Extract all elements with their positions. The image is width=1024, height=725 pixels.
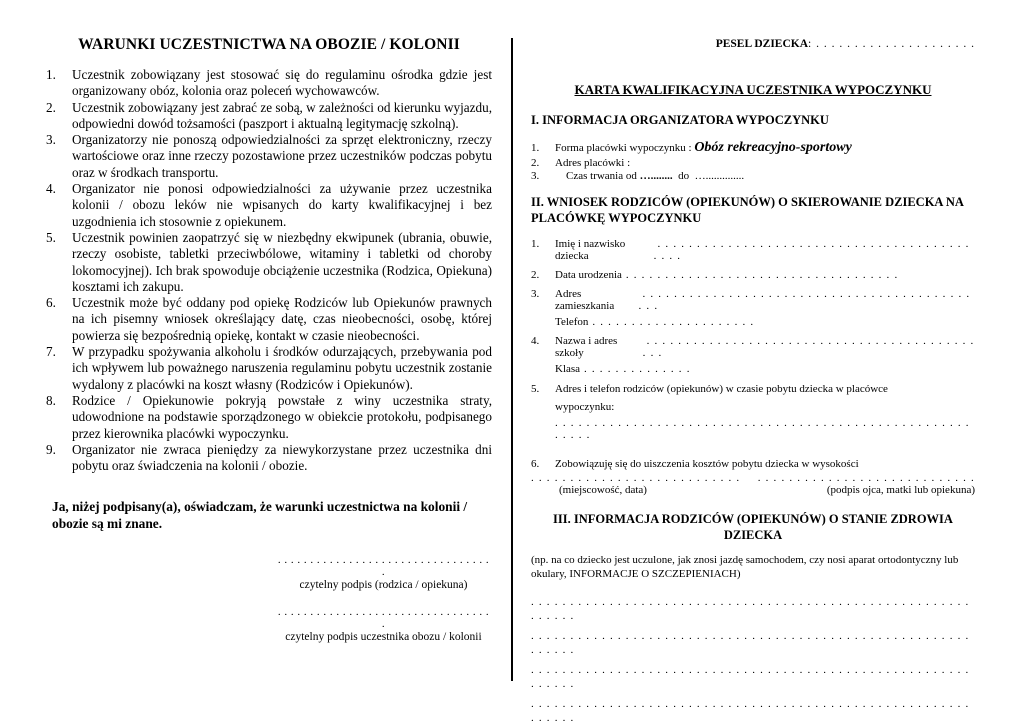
form-label: Forma placówki wypoczynku :: [555, 142, 692, 154]
class-field[interactable]: . . . . . . . . . . . . . .: [580, 363, 691, 375]
home-address-label: Adres zamieszkania: [555, 288, 615, 312]
birth-row: 2. Data urodzenia . . . . . . . . . . . . . . . . . . . . . . . . . . . . . . . . . . .: [531, 269, 899, 281]
name-row: 1. Imię i nazwisko dziecka . . . . . . . . . . . . . . . . . . . . . . . . . . . . . . . . . . . . . . . . . . . .: [531, 238, 975, 262]
parents-row: 5. Adres i telefon rodziców (opiekunów) w czasie pobytu dziecka w placówce: [531, 383, 888, 395]
rule-number: 9.: [46, 441, 56, 457]
health-note: (np. na co dziecko jest uczulone, jak znosi jazdę samochodem, czy nosi aparat ortodontyczny lub okulary, INFORMACJE O SZCZEPIENIACH): [531, 554, 959, 580]
rule-number: 8.: [46, 392, 56, 408]
signature-label: czytelny podpis (rodzica / opiekuna): [299, 579, 468, 592]
home-address-field[interactable]: . . . . . . . . . . . . . . . . . . . . . . . . . . . . . . . . . . . . . . . . . . . . .: [638, 288, 971, 312]
rule-number: 1.: [46, 67, 56, 82]
rule-text: W przypadku spożywania alkoholu i środków odurzających, przebywania pod ich wpływem lub poważnego naruszenia regulaminu pobytu uczestnik zostanie wydalony z placówki na koszt własny (Rodziców i Opiekunów).: [72, 344, 492, 392]
duration-from[interactable]: …........: [639, 170, 673, 182]
rule-number: 6.: [46, 295, 56, 311]
commitment-labels: [531, 484, 975, 496]
rule-number: 3.: [46, 132, 56, 148]
phone-label: Telefon: [555, 316, 589, 328]
conditions-column: [46, 28, 492, 644]
parents-label: Adres i telefon rodziców (opiekunów) w czasie pobytu dziecka w placówce: [555, 383, 888, 395]
address-label: Adres placówki :: [555, 157, 631, 169]
list-item: [46, 442, 492, 475]
rule-number: 5.: [46, 229, 56, 245]
parents-field[interactable]: . . . . . . . . . . . . . . . . . . . . . . . . . . . . . . . . . . . . . . . . . . . . . . . . . . . . . . . . . .: [555, 417, 970, 441]
parents-row-2: [531, 401, 975, 413]
form-row: 1. Forma placówki wypoczynku : Obóz rekreacyjno-sportowy: [531, 140, 852, 155]
name-field[interactable]: . . . . . . . . . . . . . . . . . . . . . . . . . . . . . . . . . . . . . . . . . . . .: [653, 238, 970, 262]
conditions-title: WARUNKI UCZESTNICTWA NA OBOZIE / KOLONII: [78, 36, 460, 53]
commitment-row: 6. Zobowiązuję się do uiszczenia kosztów pobytu dziecka w wysokości: [531, 458, 859, 470]
duration-row: 3. Czas trwania od …........ do …..............: [531, 170, 745, 182]
commitment-sign-row: [531, 472, 975, 484]
commitment-label: Zobowiązuję się do uiszczenia kosztów pobytu dziecka w wysokości: [555, 458, 859, 470]
class-label: Klasa: [555, 363, 581, 375]
rule-text: Uczestnik może być oddany pod opiekę Rodziców lub Opiekunów prawnych na ich pisemny wniosek określający datę, czas nieobecności, osobę, której powierza się bezpośrednią opiekę, kontakt w czasie nieobecności.: [72, 295, 492, 343]
qualification-card-column: [531, 28, 975, 725]
rule-text: Organizator nie ponosi odpowiedzialności za używanie przez uczestnika kolonii / obozu leków nie wpisanych do karty kwalifikacyjnej i bez uzgodnienia ich stosownie z opiekunem.: [72, 181, 492, 229]
section1-heading: I. INFORMACJA ORGANIZATORA WYPOCZYNKU: [531, 113, 829, 127]
name-label: Imię i nazwisko dziecka: [555, 238, 626, 262]
birth-field[interactable]: . . . . . . . . . . . . . . . . . . . . . . . . . . . . . . . . . . .: [621, 269, 899, 281]
card-title: KARTA KWALIFIKACYJNA UCZESTNIKA WYPOCZYNKU: [574, 82, 932, 97]
school-field[interactable]: . . . . . . . . . . . . . . . . . . . . . . . . . . . . . . . . . . . . . . . . . . . . .: [642, 335, 975, 359]
parents-label-2: wypoczynku:: [555, 401, 615, 413]
duration-to[interactable]: …..............: [694, 170, 745, 182]
rule-text: Organizator nie zwraca pieniędzy za niewykorzystane przez uczestnika dni pobytu oraz świadczenia na kolonii / obozie.: [72, 441, 492, 474]
form-value[interactable]: Obóz rekreacyjno-sportowy: [694, 140, 852, 155]
rule-text: Uczestnik zobowiązany jest zabrać ze sobą, w zależności od kierunku wyjazdu, odpowiedni dowód tożsamości (paszport i aktualną legitymację szkolną).: [72, 99, 492, 131]
health-line-4[interactable]: . . . . . . . . . . . . . . . . . . . . . . . . . . . . . . . . . . . . . . . . . . . . . . . . . . . . . . . . . . . . . .: [531, 698, 970, 724]
pesel-dots[interactable]: : . . . . . . . . . . . . . . . . . . . . .: [808, 38, 975, 50]
list-item: [46, 181, 492, 230]
rule-text: Organizatorzy nie ponoszą odpowiedzialności za sprzęt elektroniczny, rzeczy wartościowe oraz inne rzeczy pozostawione przez uczestników podczas pobytu oraz w środkach transportu.: [72, 132, 492, 180]
rule-number: 4.: [46, 181, 56, 197]
rules-list: [46, 67, 492, 474]
rule-number: 7.: [46, 344, 56, 360]
class-row: [531, 363, 975, 375]
declaration-text: Ja, niżej podpisany(a), oświadczam, że warunki uczestnictwa na kolonii / obozie są mi znane.: [52, 499, 468, 532]
list-item: [46, 132, 492, 181]
section2-heading: II. WNIOSEK RODZICÓW (OPIEKUNÓW) O SKIEROWANIE DZIECKA NA PLACÓWKĘ WYPOCZYNKU: [531, 195, 964, 225]
list-item: [46, 100, 492, 133]
health-line-2[interactable]: . . . . . . . . . . . . . . . . . . . . . . . . . . . . . . . . . . . . . . . . . . . . . . . . . . . . . . . . . . . . . .: [531, 630, 970, 656]
list-item: [46, 230, 492, 295]
rule-text: Uczestnik powinien zaopatrzyć się w niezbędny ekwipunek (ubrania, obuwie, rzeczy osobiste, tabletki przeciwbólowe, witaminy i tabletki od choroby lokomocyjnej). Ich brak spowoduje obciążenie uczestnika (Rodzica, Opiekuna) kosztami ich zakupu.: [72, 229, 492, 294]
rule-text: Uczestnik zobowiązany jest stosować się do regulaminu ośrodka gdzie jest organizowany obóz, kolonia oraz poleceń wychowawców.: [72, 67, 492, 99]
rule-text: Rodzice / Opiekunowie pokryją powstałe z winy uczestnika straty, udowodnione na podstawie sporządzonego w obiekcie protokołu, podpisanego przez kierownika placówki wypoczynku.: [72, 392, 492, 441]
duration-to-label: do: [678, 170, 690, 182]
birth-label: Data urodzenia: [555, 269, 622, 281]
rule-number: 2.: [46, 99, 56, 115]
place-date-field[interactable]: . . . . . . . . . . . . . . . . . . . . . . . . . . .: [531, 472, 741, 484]
list-item: [46, 67, 492, 100]
participant-signature: [276, 606, 491, 644]
list-item: [46, 393, 492, 442]
home-address-row: 3. Adres zamieszkania . . . . . . . . . . . . . . . . . . . . . . . . . . . . . . . . . . . . . . . . . . . . .: [531, 288, 975, 312]
list-item: [46, 295, 492, 344]
school-label: Nazwa i adres szkoły: [555, 335, 618, 359]
section3-heading: III. INFORMACJA RODZICÓW (OPIEKUNÓW) O STANIE ZDROWIA DZIECKA: [553, 512, 953, 542]
signature-line[interactable]: . . . . . . . . . . . . . . . . . . . . . . . . . . . . . . . . . .: [277, 606, 490, 631]
duration-label: Czas trwania od: [566, 170, 637, 182]
phone-field[interactable]: . . . . . . . . . . . . . . . . . . . . .: [588, 316, 755, 328]
parents-field-row: [531, 417, 975, 441]
signature-line[interactable]: . . . . . . . . . . . . . . . . . . . . . . . . . . . . . . . . . .: [277, 554, 490, 579]
parent-signature: [276, 554, 491, 592]
column-divider: [511, 38, 513, 681]
school-row: 4. Nazwa i adres szkoły . . . . . . . . . . . . . . . . . . . . . . . . . . . . . . . . . . . . . . . . . . . . .: [531, 335, 975, 359]
place-date-label: (miejscowość, data): [559, 484, 647, 496]
address-row: 2. Adres placówki :: [531, 157, 631, 169]
parent-sign-field[interactable]: . . . . . . . . . . . . . . . . . . . . . . . . . . . .: [757, 472, 975, 484]
pesel-field[interactable]: [531, 38, 975, 50]
parent-sign-label: (podpis ojca, matki lub opiekuna): [826, 484, 975, 496]
health-line-3[interactable]: . . . . . . . . . . . . . . . . . . . . . . . . . . . . . . . . . . . . . . . . . . . . . . . . . . . . . . . . . . . . . .: [531, 664, 970, 690]
list-item: [46, 344, 492, 393]
phone-row: [531, 316, 975, 328]
health-line-1[interactable]: . . . . . . . . . . . . . . . . . . . . . . . . . . . . . . . . . . . . . . . . . . . . . . . . . . . . . . . . . . . . . .: [531, 596, 970, 622]
pesel-label: PESEL DZIECKA: [715, 38, 809, 50]
signature-label: czytelny podpis uczestnika obozu / kolonii: [285, 631, 482, 644]
